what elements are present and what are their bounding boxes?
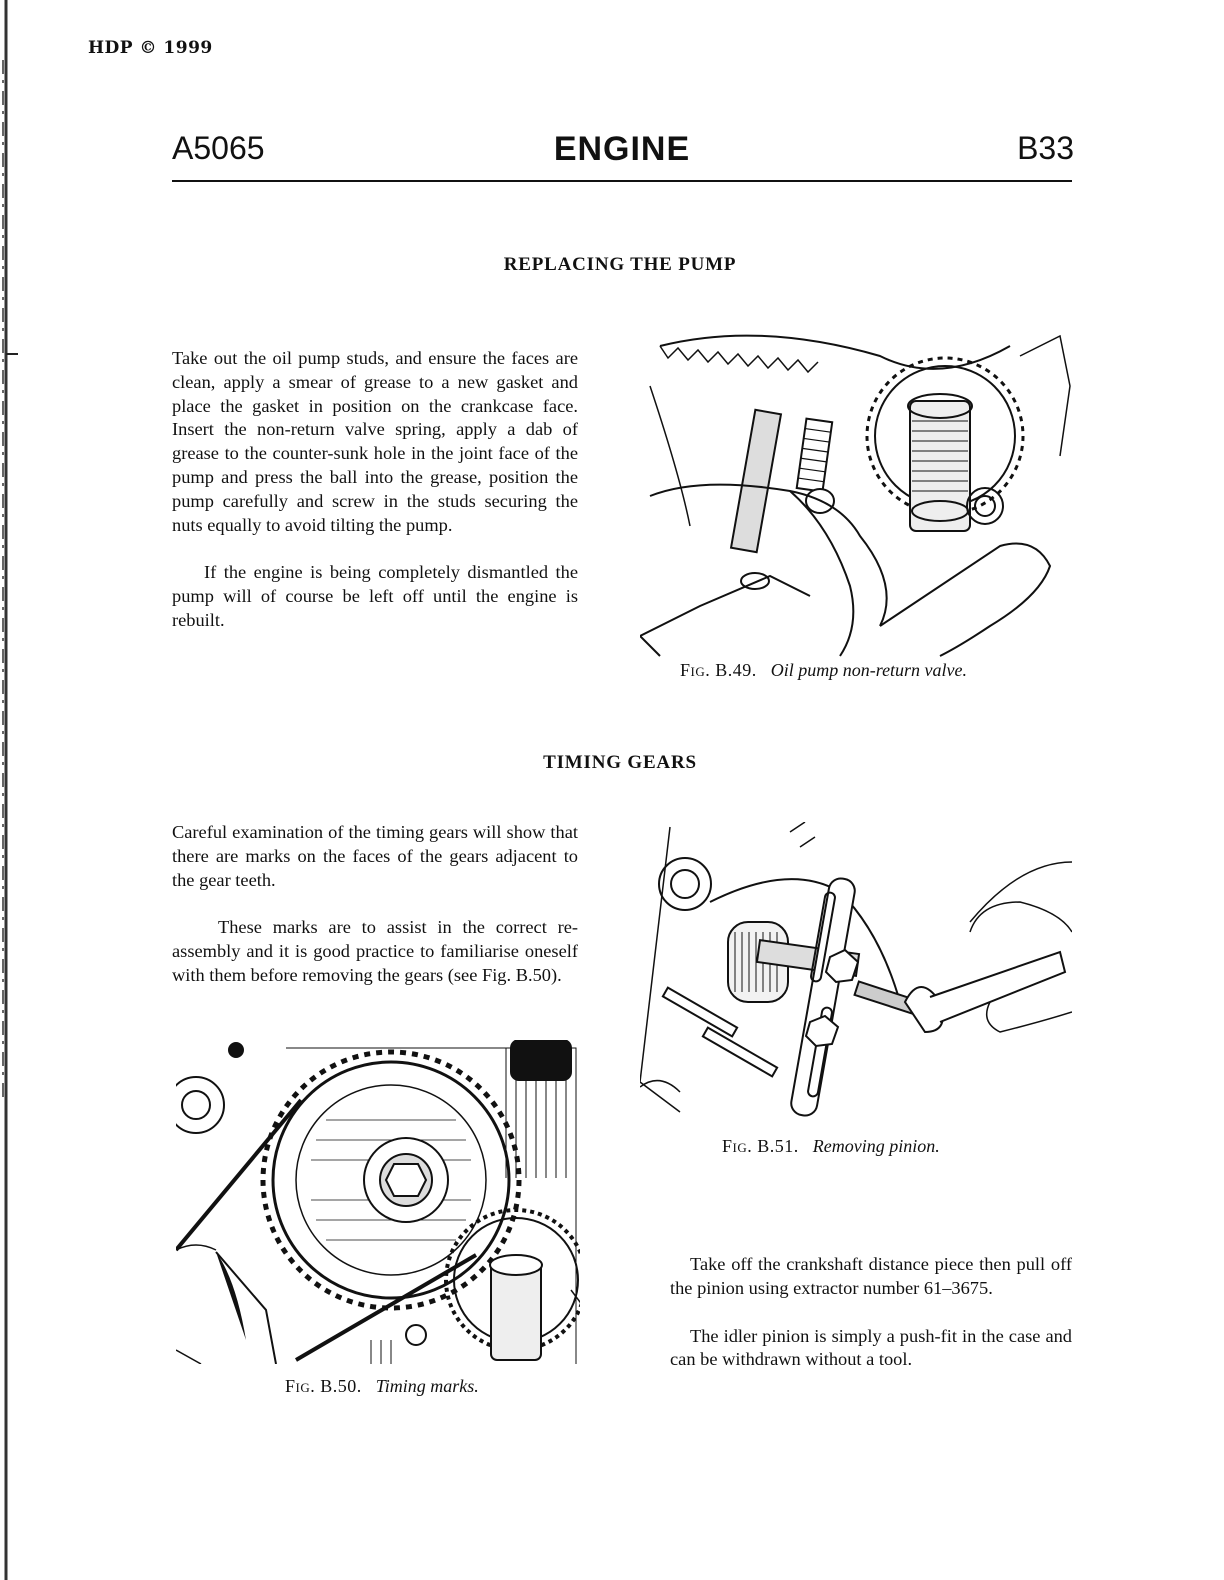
header-code: A5065	[172, 130, 265, 166]
caption-b50	[285, 1376, 479, 1397]
paragraph: Careful examination of the timing gears will show that there are marks on the faces of the gears adjacent to the gear teeth.	[172, 822, 578, 890]
paragraph: Take off the crankshaft distance piece then pull off the pinion using extractor number 61–3675.	[670, 1254, 1072, 1298]
figure-b49-illustration	[640, 326, 1072, 658]
timing-text-column	[172, 821, 578, 988]
pump-text-column	[172, 347, 578, 633]
figure-number: Fig. B.51.	[722, 1136, 799, 1156]
figure-b50-illustration	[176, 1040, 580, 1364]
paragraph: If the engine is being completely dismantled the pump will of course be left off until the engine is rebuilt.	[172, 562, 578, 630]
paragraph: The idler pinion is simply a push-fit in the case and can be withdrawn without a tool.	[670, 1325, 1072, 1370]
caption-b49	[680, 660, 967, 681]
caption-b51	[722, 1136, 940, 1157]
figure-number: Fig. B.50.	[285, 1376, 362, 1396]
copyright-stamp: HDP © 1999	[88, 38, 213, 58]
binding-edge	[0, 0, 18, 1580]
page-number: B33	[1017, 130, 1074, 166]
section-heading-replacing-pump: REPLACING THE PUMP	[503, 254, 737, 275]
figure-b51-illustration	[640, 822, 1072, 1132]
figure-caption: Removing pinion.	[812, 1136, 940, 1156]
figure-number: Fig. B.49.	[680, 660, 757, 680]
section-heading-timing-gears: TIMING GEARS	[543, 752, 697, 773]
paragraph: These marks are to assist in the correct re-assembly and it is good practice to familiarise oneself with them before removing the gears (see Fig. B.50).	[172, 917, 578, 985]
timing-right-text-column	[670, 1253, 1072, 1372]
figure-caption: Timing marks.	[375, 1376, 479, 1396]
figure-caption: Oil pump non-return valve.	[770, 660, 968, 680]
paragraph: Take out the oil pump studs, and ensure the faces are clean, apply a smear of grease to a new gasket and place the gasket in position on the crankcase face. Insert the non-return valve spring, apply a dab of grease to the counter-sunk hole in the joint face of the pump and press the ball into the grease, position the pump carefully and screw in the studs securing the nuts equally to avoid tilting the pump.	[172, 348, 578, 535]
header-rule	[172, 180, 1072, 182]
page-title: ENGINE	[553, 130, 691, 168]
